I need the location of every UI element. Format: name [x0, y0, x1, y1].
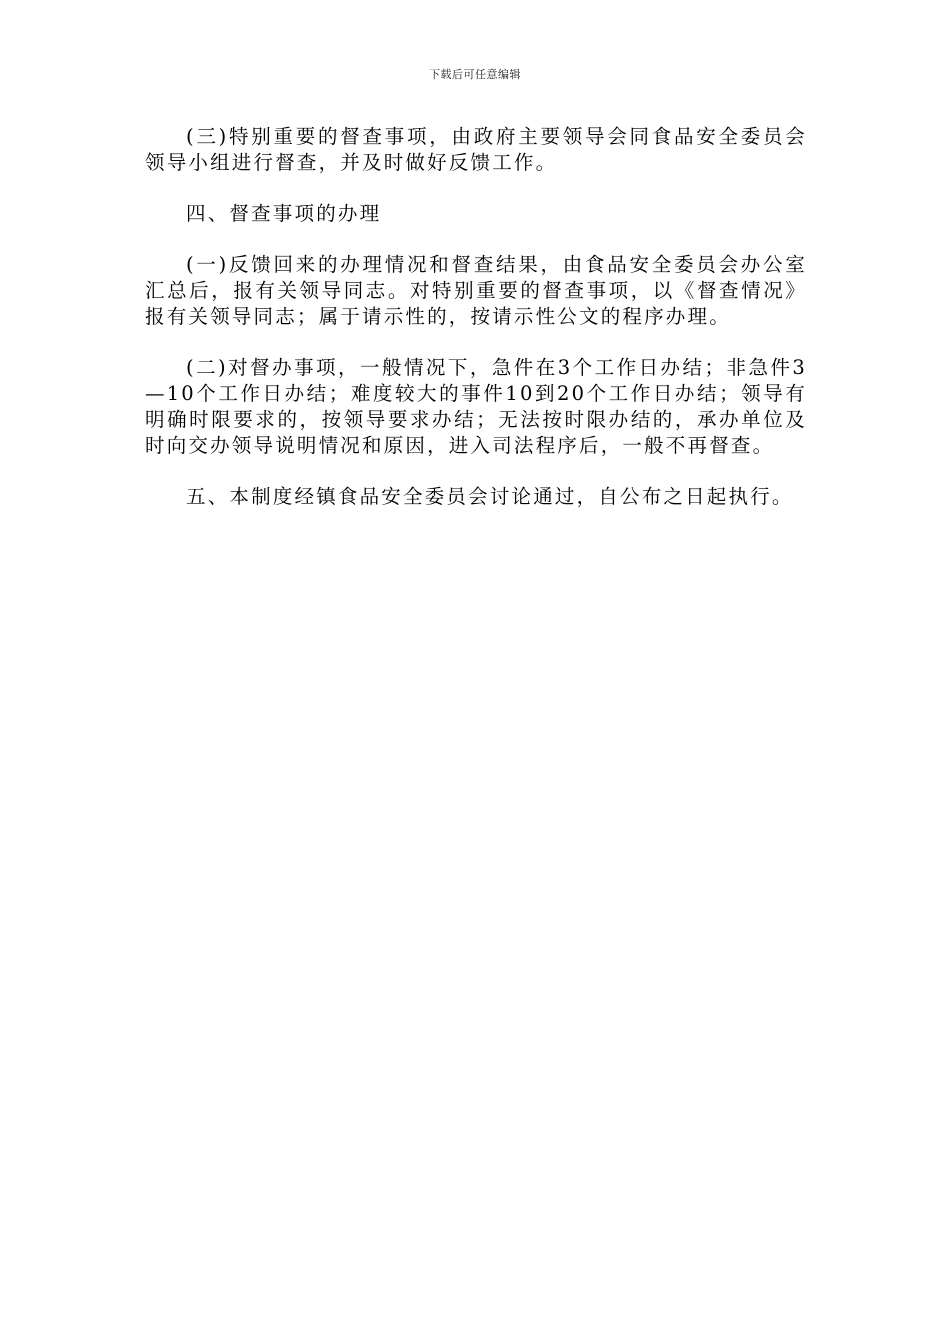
paragraph-effective-clause: 五、本制度经镇食品安全委员会讨论通过，自公布之日起执行。	[186, 485, 794, 508]
header-note: 下载后可任意编辑	[429, 68, 521, 81]
section-heading-handling: 四、督查事项的办理	[186, 202, 382, 225]
paragraph-handling-item-2: (二)对督办事项，一般情况下，急件在3个工作日办结；非急件3—10个工作日办结；难度较大的事件10到20个工作日办结；领导有明确时限要求的，按领导要求办结；无法按时限办结的，承办单位及时向交办领导说明情况和原因，进入司法程序后，一般不再督查。	[145, 356, 807, 457]
paragraph-handling-item-1: (一)反馈回来的办理情况和督查结果，由食品安全委员会办公室汇总后，报有关领导同志。对特别重要的督查事项，以《督查情况》报有关领导同志；属于请示性的，按请示性公文的程序办理。	[145, 253, 807, 328]
document-body	[145, 124, 807, 535]
paragraph-supervision-item-3: (三)特别重要的督查事项，由政府主要领导会同食品安全委员会领导小组进行督查，并及时做好反馈工作。	[145, 125, 807, 174]
